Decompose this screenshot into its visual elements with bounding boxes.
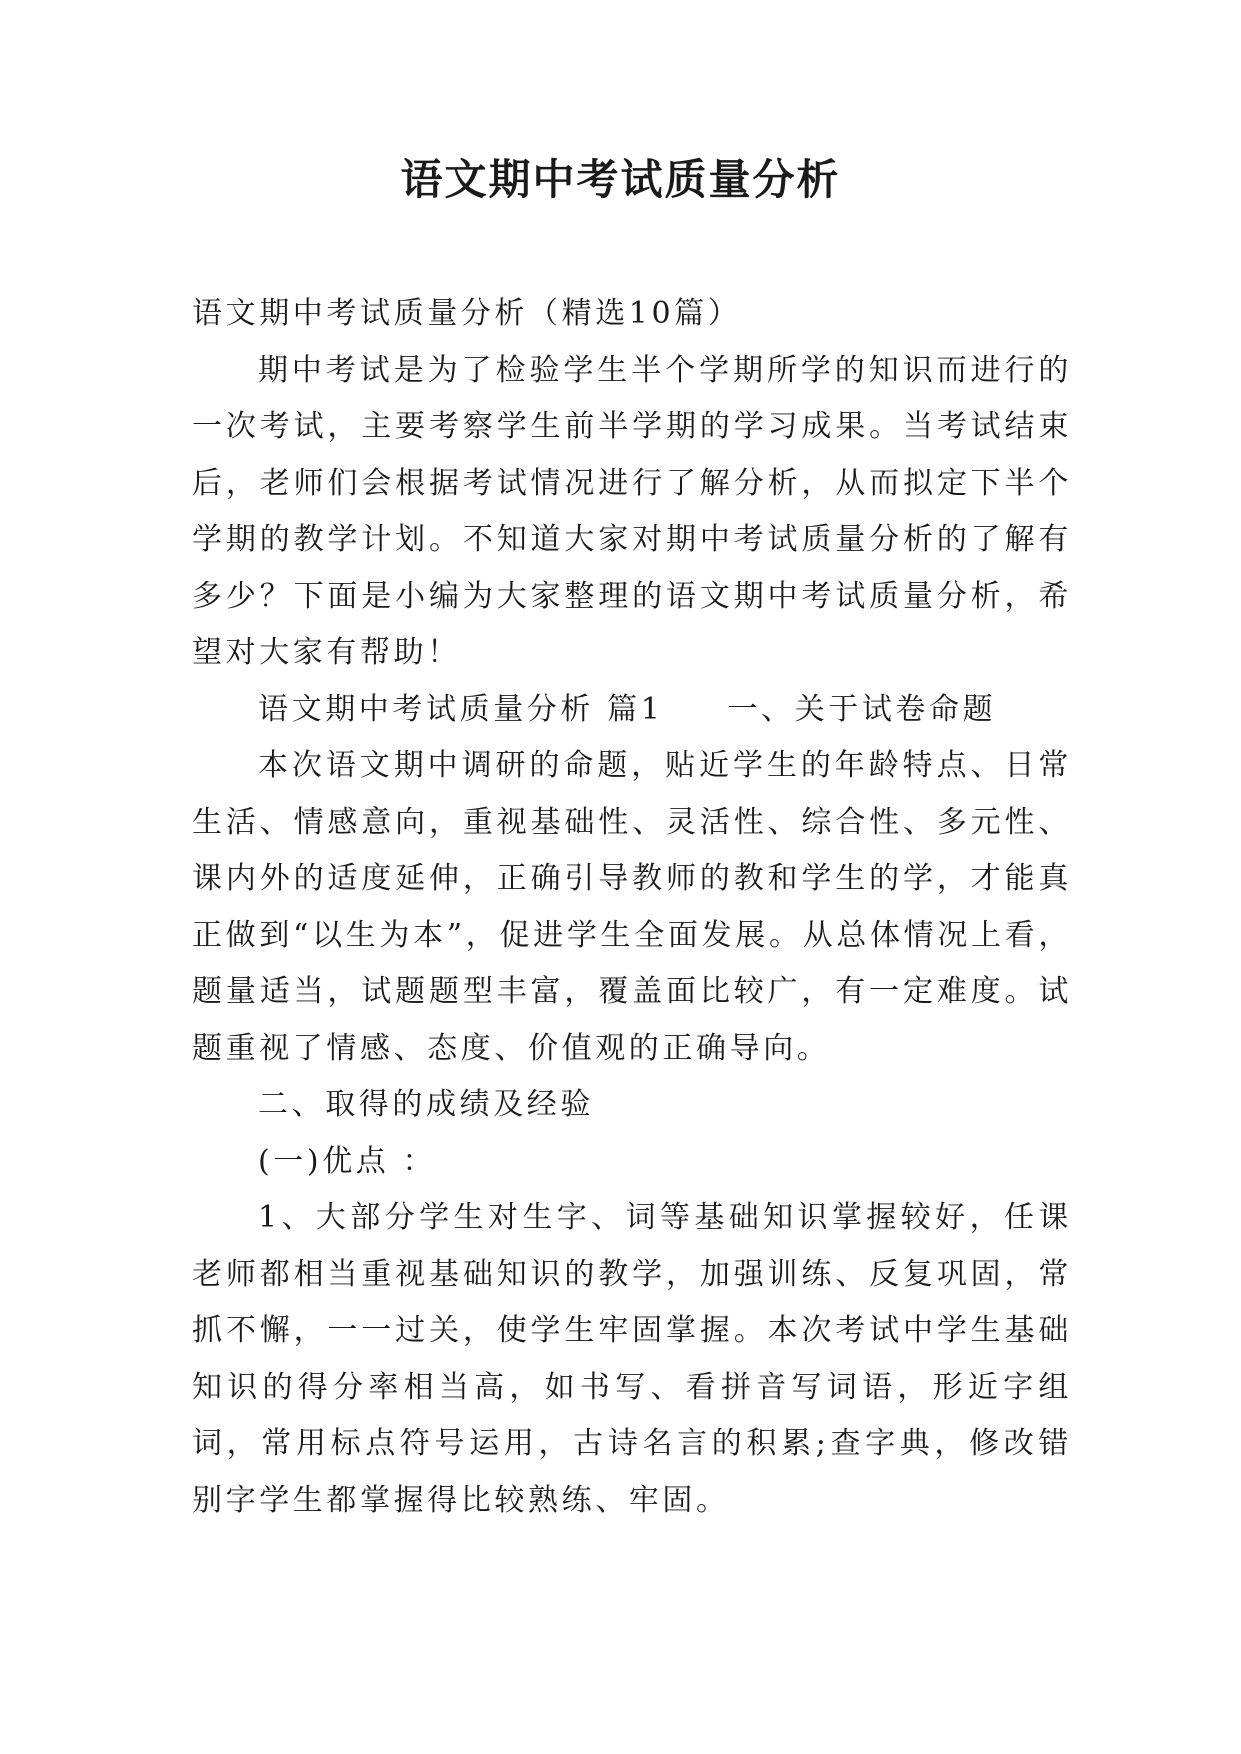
document-title: 语文期中考试质量分析 (400, 155, 841, 204)
section-1-heading: 一、关于试卷命题 (727, 691, 997, 727)
point-1-paragraph: 1、大部分学生对生字、词等基础知识掌握较好，任课老师都相当重视基础知识的教学，加强训练、反复巩固，常抓不懈，一一过关，使学生牢固掌握。本次考试中学生基础知识的得分率相当高，如书写、看拼音写词语，形近字组词，常用标点符号运用，古诗名言的积累;查字典，修改错别字学生都掌握得比较熟练、牢固。 (192, 1200, 1072, 1518)
exam-design-paragraph: 本次语文期中调研的命题，贴近学生的年龄特点、日常生活、情感意向，重视基础性、灵活性、综合性、多元性、课内外的适度延伸，正确引导教师的教和学生的学，才能真正做到“以生为本”，促进学生全面发展。从总体情况上看，题量适当，试题题型丰富，覆盖面比较广，有一定难度。试题重视了情感、态度、价值观的正确导向。 (192, 748, 1072, 1066)
section-1-header-line (192, 682, 1072, 739)
strengths-heading: (一)优点 ： (258, 1143, 437, 1179)
document-subtitle: 语文期中考试质量分析（精选10篇） (192, 296, 742, 331)
intro-paragraph: 期中考试是为了检验学生半个学期所学的知识而进行的一次考试，主要考察学生前半学期的学习成果。当考试结束后，老师们会根据考试情况进行了解分析，从而拟定下半个学期的教学计划。不知道大家对期中考试质量分析的了解有多少？下面是小编为大家整理的语文期中考试质量分析，希望对大家有帮助！ (192, 352, 1072, 670)
document-body (192, 286, 1072, 1529)
section-1-label: 语文期中考试质量分析 篇1 (258, 691, 664, 727)
achievements-heading: 二、取得的成绩及经验 (258, 1087, 594, 1122)
